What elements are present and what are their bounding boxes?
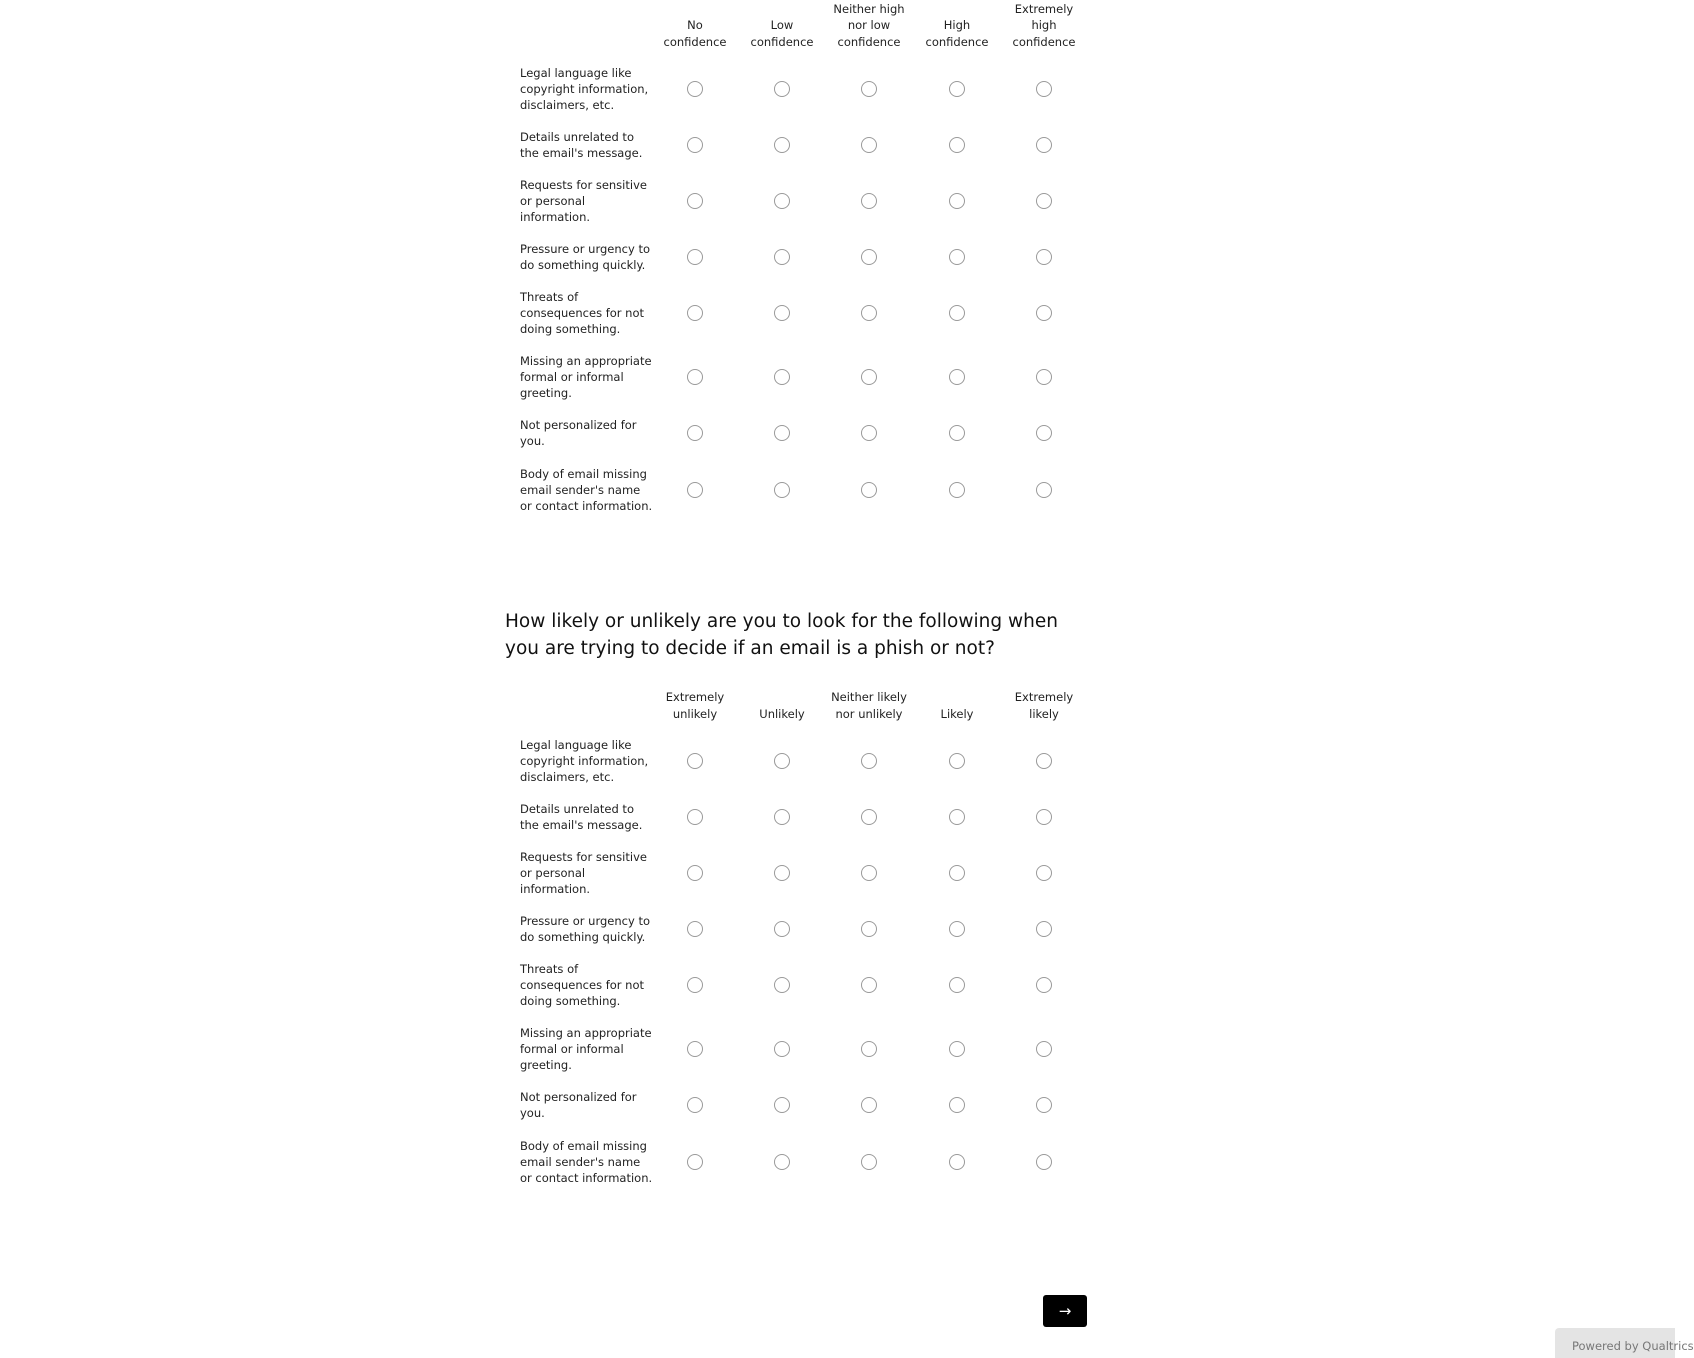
row-label: Body of email missing email sender's name or contact information.	[520, 466, 653, 514]
radio-option[interactable]	[949, 1041, 965, 1057]
next-button[interactable]	[1043, 1295, 1087, 1327]
column-header: Unlikely	[759, 706, 805, 721]
radio-option[interactable]	[1036, 977, 1052, 993]
radio-option[interactable]	[949, 249, 965, 265]
radio-option[interactable]	[949, 369, 965, 385]
radio-option[interactable]	[774, 865, 790, 881]
radio-option[interactable]	[687, 977, 703, 993]
radio-option[interactable]	[1036, 921, 1052, 937]
row-label: Details unrelated to the email's message.	[520, 129, 643, 160]
column-header: Neither high nor low confidence	[833, 2, 905, 49]
column-header: Extremely unlikely	[665, 690, 725, 721]
powered-by-badge[interactable]	[1555, 1328, 1694, 1358]
radio-option[interactable]	[861, 1041, 877, 1057]
radio-option[interactable]	[687, 81, 703, 97]
radio-option[interactable]	[774, 809, 790, 825]
row-label: Threats of consequences for not doing something.	[520, 961, 645, 1009]
radio-option[interactable]	[1036, 1154, 1052, 1170]
radio-option[interactable]	[687, 425, 703, 441]
radio-option[interactable]	[687, 193, 703, 209]
radio-option[interactable]	[949, 482, 965, 498]
radio-option[interactable]	[774, 977, 790, 993]
radio-option[interactable]	[774, 482, 790, 498]
radio-option[interactable]	[774, 249, 790, 265]
powered-by-text: Powered by Qualtrics	[1572, 1339, 1694, 1353]
radio-option[interactable]	[1036, 1097, 1052, 1113]
radio-option[interactable]	[861, 921, 877, 937]
radio-option[interactable]	[861, 249, 877, 265]
row-label: Missing an appropriate formal or informal greeting.	[520, 353, 652, 401]
radio-option[interactable]	[774, 921, 790, 937]
radio-option[interactable]	[861, 369, 877, 385]
row-label: Pressure or urgency to do something quickly.	[520, 241, 650, 272]
radio-option[interactable]	[687, 1154, 703, 1170]
row-label: Pressure or urgency to do something quickly.	[520, 913, 650, 944]
radio-option[interactable]	[861, 425, 877, 441]
radio-option[interactable]	[861, 81, 877, 97]
radio-option[interactable]	[861, 977, 877, 993]
radio-option[interactable]	[687, 921, 703, 937]
radio-option[interactable]	[861, 137, 877, 153]
radio-option[interactable]	[861, 305, 877, 321]
column-header: High confidence	[925, 18, 989, 49]
radio-option[interactable]	[1036, 865, 1052, 881]
radio-option[interactable]	[861, 1154, 877, 1170]
radio-option[interactable]	[1036, 193, 1052, 209]
row-label: Requests for sensitive or personal information.	[520, 177, 647, 225]
radio-option[interactable]	[949, 1154, 965, 1170]
column-header: No confidence	[663, 18, 727, 49]
radio-option[interactable]	[774, 193, 790, 209]
radio-option[interactable]	[774, 369, 790, 385]
radio-option[interactable]	[774, 1041, 790, 1057]
radio-option[interactable]	[774, 1154, 790, 1170]
column-header: Likely	[940, 706, 974, 721]
radio-option[interactable]	[1036, 809, 1052, 825]
radio-option[interactable]	[949, 1097, 965, 1113]
radio-option[interactable]	[687, 249, 703, 265]
row-label: Details unrelated to the email's message.	[520, 801, 643, 832]
row-label: Legal language like copyright information, disclaimers, etc.	[520, 737, 649, 785]
radio-option[interactable]	[687, 482, 703, 498]
radio-option[interactable]	[687, 1041, 703, 1057]
row-label: Not personalized for you.	[520, 1089, 637, 1120]
arrow-right-icon: →	[1058, 1302, 1072, 1320]
radio-option[interactable]	[1036, 137, 1052, 153]
radio-option[interactable]	[774, 753, 790, 769]
question-title: How likely or unlikely are you to look for the following when you are trying to decide if an email is a phish or not?	[505, 611, 1058, 659]
radio-option[interactable]	[687, 137, 703, 153]
radio-option[interactable]	[687, 1097, 703, 1113]
row-label: Requests for sensitive or personal information.	[520, 849, 647, 897]
row-label: Threats of consequences for not doing something.	[520, 289, 645, 337]
radio-option[interactable]	[1036, 81, 1052, 97]
radio-option[interactable]	[949, 137, 965, 153]
radio-option[interactable]	[949, 753, 965, 769]
column-header: Extremely likely	[1014, 690, 1074, 721]
radio-option[interactable]	[949, 81, 965, 97]
radio-option[interactable]	[1036, 369, 1052, 385]
radio-option[interactable]	[774, 1097, 790, 1113]
radio-option[interactable]	[1036, 425, 1052, 441]
radio-option[interactable]	[861, 482, 877, 498]
radio-option[interactable]	[949, 425, 965, 441]
radio-option[interactable]	[861, 193, 877, 209]
row-label: Missing an appropriate formal or informal greeting.	[520, 1025, 652, 1073]
radio-option[interactable]	[1036, 482, 1052, 498]
radio-option[interactable]	[774, 81, 790, 97]
radio-option[interactable]	[687, 369, 703, 385]
radio-option[interactable]	[949, 305, 965, 321]
column-header: Neither likely nor unlikely	[831, 690, 907, 721]
radio-option[interactable]	[687, 305, 703, 321]
radio-option[interactable]	[861, 753, 877, 769]
radio-option[interactable]	[1036, 753, 1052, 769]
radio-option[interactable]	[949, 809, 965, 825]
column-header: Extremely high confidence	[1012, 2, 1076, 49]
radio-option[interactable]	[1036, 1041, 1052, 1057]
radio-option[interactable]	[1036, 305, 1052, 321]
radio-option[interactable]	[774, 305, 790, 321]
radio-option[interactable]	[861, 1097, 877, 1113]
radio-option[interactable]	[687, 865, 703, 881]
row-label: Legal language like copyright information, disclaimers, etc.	[520, 65, 649, 113]
radio-option[interactable]	[687, 753, 703, 769]
radio-option[interactable]	[774, 137, 790, 153]
radio-option[interactable]	[774, 425, 790, 441]
radio-option[interactable]	[949, 193, 965, 209]
row-label: Body of email missing email sender's name or contact information.	[520, 1138, 653, 1186]
radio-option[interactable]	[949, 865, 965, 881]
radio-option[interactable]	[861, 809, 877, 825]
radio-option[interactable]	[687, 809, 703, 825]
radio-option[interactable]	[861, 865, 877, 881]
radio-option[interactable]	[949, 977, 965, 993]
column-header: Low confidence	[750, 18, 814, 49]
radio-option[interactable]	[1036, 249, 1052, 265]
row-label: Not personalized for you.	[520, 417, 637, 448]
radio-option[interactable]	[949, 921, 965, 937]
